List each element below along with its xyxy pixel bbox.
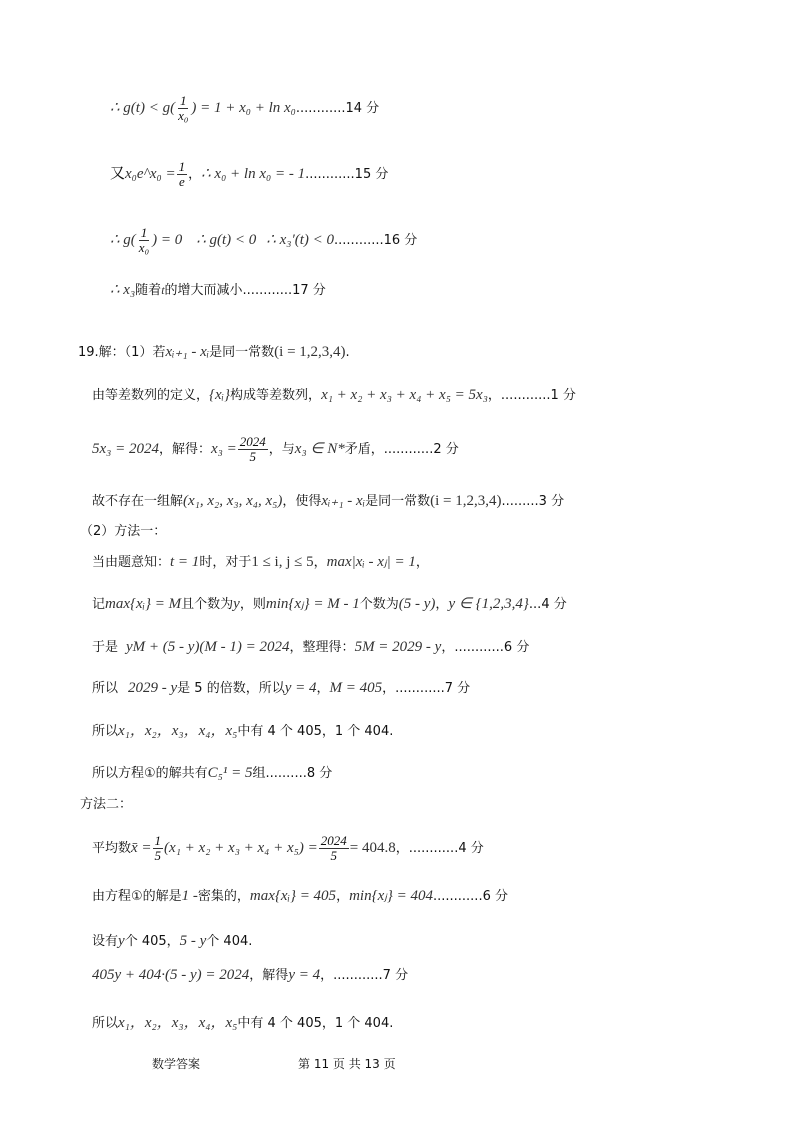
math-expr: min{xⱼ} = 404 — [349, 888, 433, 904]
math-expr: ∴ x₀ + ln x₀ = - 1 — [201, 166, 306, 182]
text: 于是 — [92, 640, 119, 655]
text: 所以 — [92, 724, 119, 739]
math-expr: y ∈ {1,2,3,4} — [448, 596, 529, 612]
method-2-heading — [80, 795, 132, 815]
score-marker: ...4 分 — [528, 597, 567, 612]
text: 是同一常数 — [365, 494, 431, 509]
text: 时，对于 — [199, 555, 252, 570]
text: 个 405， — [124, 934, 180, 949]
text: 个 404. — [206, 934, 253, 949]
text: （2）方法一： — [80, 524, 167, 539]
text: 构成等差数列， — [230, 388, 322, 403]
fraction: $\frac{2024}{5}$ — [239, 434, 266, 464]
text: 是 5 的倍数，所以 — [177, 681, 285, 696]
math-expr: M = 405 — [329, 680, 383, 696]
score-marker: ............14 分 — [295, 101, 380, 116]
math-expr: x₁，x₂，x₃，x₄，x₅ — [118, 1015, 238, 1031]
score-marker: ，............6 分 — [441, 640, 530, 655]
math-expr: y = 4 — [288, 967, 321, 983]
text: 由等差数列的定义， — [92, 388, 210, 403]
math-expr: ∴ g( — [110, 232, 136, 248]
footer-page-number: 第 11 页 共 13 页 — [298, 1057, 396, 1071]
line-7-points — [92, 678, 470, 699]
math-var: t — [161, 283, 165, 297]
math-expr: x₀e^x₀ = — [125, 166, 176, 182]
math-expr: 5x₃ = 2024 — [92, 441, 159, 457]
math-expr: ∴ x₃′(t) < 0 — [266, 232, 335, 248]
text: ， — [336, 889, 350, 904]
text: 中有 4 个 405，1 个 404. — [237, 724, 394, 739]
math-expr: max|xᵢ - xⱼ| = 1 — [326, 554, 416, 570]
line-14-points — [110, 94, 379, 123]
score-marker: ，............4 分 — [395, 841, 484, 856]
line-assume — [92, 931, 252, 952]
text: 是同一常数 — [209, 345, 275, 360]
line-1-point — [92, 385, 576, 406]
line-7-points-m2 — [92, 965, 408, 986]
math-var: y — [233, 596, 240, 612]
math-expr: (5 - y) — [398, 596, 436, 612]
score-marker: ，............7 分 — [320, 968, 409, 983]
text: 随着 — [135, 283, 162, 298]
score-marker: 矛盾，............2 分 — [344, 442, 459, 457]
math-expr: x₃ ∈ N* — [294, 441, 345, 457]
text: 个数为 — [359, 597, 399, 612]
math-expr: ∴ g(t) < g( — [110, 100, 176, 116]
math-expr: ∴ x₃ — [110, 282, 136, 298]
math-expr: yM + (5 - y)(M - 1) = 2024 — [126, 639, 290, 655]
fraction: $\frac{1}{\text{x₀}}$ — [138, 225, 150, 255]
text: 19.解：（1）若 — [78, 345, 166, 360]
math-expr: = 404.8 — [349, 840, 396, 856]
line-conclusion-1 — [92, 721, 393, 742]
fraction: $\frac{1}{5}$ — [154, 833, 162, 863]
math-expr: x₁，x₂，x₃，x₄，x₅ — [118, 723, 238, 739]
text: 所以 — [92, 681, 119, 696]
math-expr: x₁ + x₂ + x₃ + x₄ + x₅ = 5x₃ — [321, 387, 488, 403]
text: ， — [316, 681, 330, 696]
math-expr: xᵢ₊₁ - xᵢ — [321, 493, 366, 509]
math-expr: x₃ = — [211, 441, 237, 457]
fraction: $\frac{1}{\text{x₀}}$ — [178, 93, 189, 123]
line-8-points — [92, 763, 332, 784]
math-var: y — [118, 933, 125, 949]
score-marker: ，............1 分 — [487, 388, 576, 403]
part-2-method-1-heading — [80, 522, 166, 542]
text: 故不存在一组解 — [92, 494, 184, 509]
math-expr: max{xᵢ} = M — [105, 596, 182, 612]
score-marker: ............15 分 — [305, 167, 389, 182]
text: 设有 — [92, 934, 119, 949]
line-4-points — [92, 594, 567, 615]
score-marker: ............16 分 — [334, 233, 418, 248]
line-given — [92, 552, 429, 573]
math-expr: 405y + 404·(5 - y) = 2024 — [92, 967, 250, 983]
math-expr: (i = 1,2,3,4) — [274, 344, 346, 360]
math-expr: (x₁, x₂, x₃, x₄, x₅) — [183, 493, 283, 509]
math-expr: (i = 1,2,3,4) — [430, 493, 502, 509]
text: 当由题意知： — [92, 555, 171, 570]
text: ， — [435, 597, 449, 612]
text: 所以方程①的解共有 — [92, 766, 208, 781]
math-expr: max{xᵢ} = 405 — [249, 888, 337, 904]
text: ， — [415, 555, 429, 570]
line-6-points-m2 — [92, 886, 508, 907]
text: ，解得 — [249, 968, 289, 983]
score-marker: ............6 分 — [432, 889, 508, 904]
text: 记 — [92, 597, 106, 612]
text: 的增大而减小 — [164, 283, 243, 298]
line-conclusion-2 — [92, 1013, 393, 1034]
line-6-points — [92, 637, 529, 658]
line-average — [92, 834, 484, 863]
text: ，使得 — [282, 494, 322, 509]
fraction: $\frac{1}{e}$ — [178, 159, 186, 189]
math-expr: 1 ≤ i, j ≤ 5 — [251, 554, 314, 570]
math-expr: x̄ = — [131, 840, 152, 856]
line-17-points — [110, 280, 326, 301]
math-expr: 2029 - y — [128, 680, 178, 696]
text: 由方程①的解是 — [92, 889, 182, 904]
text: ， — [313, 555, 327, 570]
score-marker: ..........8 分 — [265, 766, 333, 781]
fraction: $\frac{2024}{5}$ — [320, 833, 347, 863]
math-expr: xᵢ₊₁ - xᵢ — [165, 344, 210, 360]
math-expr: (x₁ + x₂ + x₃ + x₄ + x₅) = — [164, 840, 318, 856]
math-expr: ) = 1 + x₀ + ln x₀ — [191, 100, 296, 116]
text: 平均数 — [92, 841, 132, 856]
math-expr: min{xⱼ} = M - 1 — [265, 596, 360, 612]
math-expr: 1 - — [181, 888, 198, 904]
text: 且个数为 — [181, 597, 234, 612]
math-expr: t = 1 — [170, 554, 200, 570]
score-marker: ，............7 分 — [382, 681, 471, 696]
text: ，整理得： — [289, 640, 355, 655]
line-15-points — [110, 160, 388, 189]
math-expr: 5M = 2029 - y — [354, 639, 442, 655]
text: ，则 — [239, 597, 266, 612]
text: 又 — [110, 164, 126, 182]
text: 中有 4 个 405，1 个 404. — [237, 1016, 394, 1031]
math-expr: y = 4 — [284, 680, 317, 696]
line-2-points — [92, 435, 459, 464]
line-3-points — [92, 491, 564, 512]
text: 组 — [252, 766, 266, 781]
math-expr: {xᵢ} — [209, 387, 231, 403]
score-marker: .........3 分 — [501, 494, 565, 509]
text: . — [345, 345, 350, 360]
math-expr: ∴ g(t) < 0 — [196, 232, 257, 248]
text: 密集的， — [197, 889, 250, 904]
line-16-points — [110, 226, 417, 255]
math-expr: 5 - y — [179, 933, 207, 949]
text: ，解得： — [159, 442, 212, 457]
score-marker: ............17 分 — [242, 283, 326, 298]
q19-heading — [78, 342, 350, 363]
footer-subject: 数学答案 — [152, 1057, 201, 1071]
text: ，与 — [268, 442, 295, 457]
text: 方法二： — [80, 797, 133, 812]
text: ， — [188, 167, 202, 182]
text: 所以 — [92, 1016, 119, 1031]
math-expr: ) = 0 — [152, 232, 183, 248]
math-expr: C₅¹ = 5 — [207, 765, 253, 781]
